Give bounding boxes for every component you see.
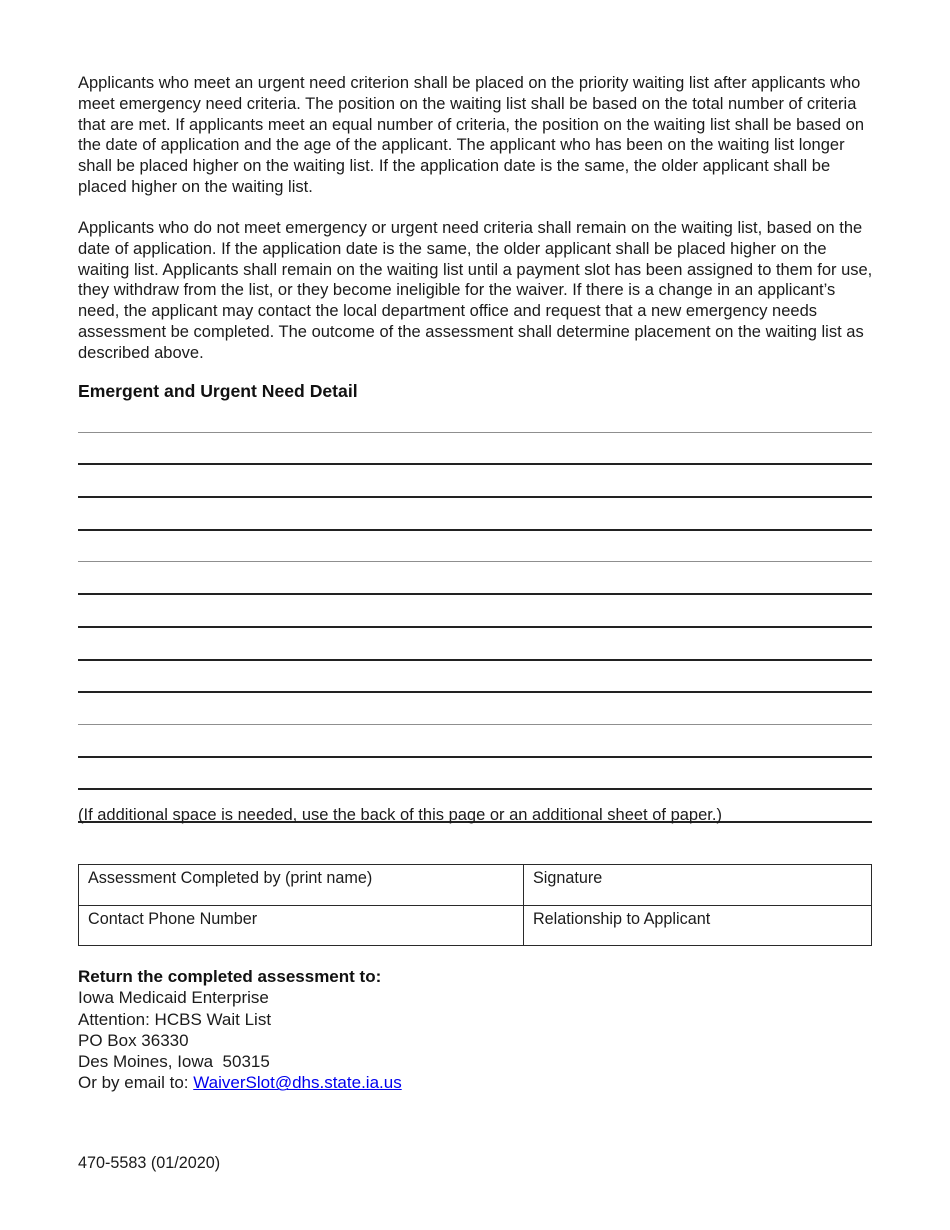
table-cell-assessment-completed-by: Assessment Completed by (print name) — [79, 865, 524, 906]
address-line-city-state-zip: Des Moines, Iowa 50315 — [78, 1052, 270, 1072]
address-line-attention: Attention: HCBS Wait List — [78, 1009, 272, 1029]
table-cell-contact-phone-number: Contact Phone Number — [79, 906, 524, 946]
address-line-po-box: PO Box 36330 — [78, 1030, 189, 1050]
writing-line — [78, 401, 872, 433]
return-instructions-heading: Return the completed assessment to: — [78, 967, 382, 986]
address-line-organization: Iowa Medicaid Enterprise — [78, 988, 269, 1008]
email-link[interactable]: WaiverSlot@dhs.state.ia.us — [193, 1073, 402, 1093]
table-cell-signature: Signature — [523, 865, 871, 906]
form-number: 470-5583 (01/2020) — [78, 1154, 221, 1172]
table-cell-relationship-to-applicant: Relationship to Applicant — [523, 906, 871, 946]
table-row — [79, 865, 872, 906]
paragraph-waiting-list-rules: Applicants who do not meet emergency or urgent need criteria shall remain on the waiting list, based on the date of application. If the application date is the same, the older applicant shall be placed higher on the waiting list. Applicants shall remain on the waiting list until a payment slot has been assigned to them for use, they withdraw from the list, or they become ineligible for the waiver. If there is a change in an applicant’s need, the applicant may contact the local department office and request that a new emergency needs assessment be completed. The outcome of the assessment shall determine placement on the waiting list as described above. — [78, 219, 873, 362]
paragraph-urgent-need-priority: Applicants who meet an urgent need criterion shall be placed on the priority waiting list after applicants who meet emergency need criteria. The position on the waiting list shall be based on the total number of criteria that are met. If applicants meet an equal number of criteria, the position on the waiting list shall be based on the date of application and the age of the applicant. The applicant who has been on the waiting list longer shall be placed higher on the waiting list. If the application date is the same, the older applicant shall be placed higher on the waiting list. — [78, 74, 865, 196]
writing-lines-area — [78, 401, 872, 823]
assessment-signature-table — [78, 864, 872, 946]
writing-line — [78, 498, 872, 531]
additional-space-note: (If additional space is needed, use the back of this page or an additional sheet of paper.) — [78, 806, 722, 824]
writing-line — [78, 628, 872, 661]
email-line — [78, 1072, 678, 1093]
writing-line — [78, 433, 872, 466]
writing-line — [78, 725, 872, 758]
writing-line — [78, 595, 872, 628]
table-row — [79, 906, 872, 946]
writing-line — [78, 531, 872, 563]
writing-line — [78, 562, 872, 595]
writing-line — [78, 758, 872, 791]
writing-line — [78, 465, 872, 498]
return-address-block — [78, 966, 678, 1094]
writing-line — [78, 661, 872, 694]
email-prefix-text: Or by email to: — [78, 1073, 194, 1093]
section-heading-emergent-urgent-need-detail: Emergent and Urgent Need Detail — [78, 381, 358, 401]
writing-line — [78, 693, 872, 725]
